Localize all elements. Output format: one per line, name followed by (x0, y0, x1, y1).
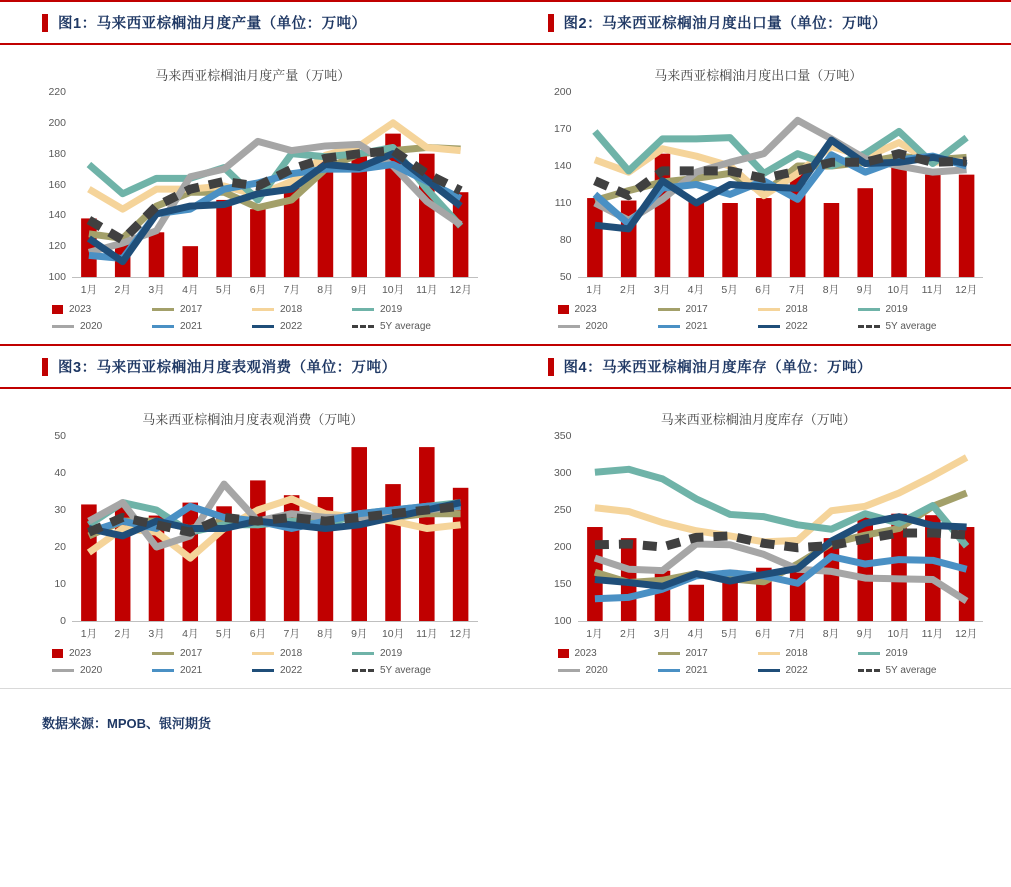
legend-label: 2023 (574, 648, 597, 659)
legend-swatch (558, 649, 569, 658)
chart-fig1 (0, 45, 506, 344)
legend-swatch (52, 325, 74, 328)
bar-2月 (620, 201, 636, 277)
title-accent-bar (548, 14, 554, 32)
legend-label: 2022 (280, 665, 303, 676)
x-tick-label: 1月 (586, 628, 603, 640)
legend-label: 2023 (69, 304, 92, 315)
charts-row-1 (0, 45, 1011, 344)
chart-title: 马来西亚棕榈油月度表观消费（万吨） (142, 412, 364, 427)
x-axis-fig4 (578, 622, 984, 644)
legend-swatch (252, 652, 274, 655)
legend-label: 2019 (885, 648, 908, 659)
x-tick-label: 1月 (586, 284, 603, 296)
legend-swatch (152, 325, 174, 328)
legend-label: 5Y average (380, 321, 431, 332)
y-tick-label: 200 (48, 116, 66, 129)
legend-swatch (658, 325, 680, 328)
x-tick-label: 12月 (449, 628, 472, 640)
legend-label: 2022 (785, 321, 808, 332)
chart-title: 马来西亚棕榈油月度库存（万吨） (660, 412, 856, 427)
panel-fig2-title (506, 2, 1011, 43)
x-tick-label: 10月 (887, 284, 910, 296)
y-tick-label: 220 (48, 86, 66, 98)
legend-swatch (858, 652, 880, 655)
x-tick-label: 9月 (351, 628, 368, 640)
y-tick-label: 0 (60, 615, 66, 627)
legend-label: 2023 (69, 648, 92, 659)
legend-item-5Y-average (352, 321, 452, 332)
x-axis-fig1 (72, 278, 478, 300)
bar-9月 (857, 188, 873, 277)
y-tick-label: 150 (553, 578, 572, 590)
x-axis-fig2 (578, 278, 984, 300)
legend-swatch (758, 325, 780, 328)
x-tick-label: 4月 (687, 284, 704, 296)
x-tick-label: 10月 (887, 628, 910, 640)
figure-heading: 图2：马来西亚棕榈油月度出口量（单位：万吨） (563, 16, 888, 32)
y-tick-label: 300 (553, 467, 572, 479)
legend-item-2018 (758, 304, 858, 315)
x-tick-label: 8月 (317, 628, 334, 640)
y-tick-label: 160 (48, 178, 66, 191)
plot-area-fig4 (578, 436, 984, 622)
legend-item-2018 (758, 648, 858, 659)
legend-label: 2017 (180, 304, 203, 315)
legend-swatch (52, 305, 63, 314)
x-tick-label: 2月 (114, 284, 131, 296)
x-tick-label: 6月 (755, 628, 772, 640)
chart-fig3 (0, 389, 506, 688)
panel-fig4-title (506, 346, 1011, 387)
legend-swatch (352, 308, 374, 311)
x-tick-label: 4月 (182, 628, 199, 640)
bar-3月 (149, 232, 165, 277)
y-tick-label: 200 (553, 541, 572, 553)
bar-9月 (351, 447, 367, 621)
legend-item-2023 (52, 304, 152, 315)
y-tick-label: 100 (553, 615, 572, 627)
y-tick-label: 10 (54, 578, 66, 590)
legend-item-2018 (252, 304, 352, 315)
x-tick-label: 9月 (351, 284, 368, 296)
legend-label: 2018 (280, 304, 303, 315)
chart-fig4 (506, 389, 1011, 688)
bar-5月 (722, 203, 738, 277)
x-tick-label: 1月 (80, 284, 98, 296)
legend-label: 2017 (180, 648, 203, 659)
legend-swatch (658, 308, 680, 311)
legend-item-2021 (658, 321, 758, 332)
legend-item-5Y-average (352, 665, 452, 676)
titles-row-1 (0, 2, 1011, 43)
legend-item-2019 (858, 304, 958, 315)
legend-item-2017 (152, 648, 252, 659)
x-axis-fig3 (72, 622, 478, 644)
title-accent-bar (42, 14, 48, 32)
y-tick-label: 110 (554, 197, 572, 209)
legend-swatch (152, 669, 174, 672)
legend-label: 5Y average (380, 665, 431, 676)
bar-6月 (250, 480, 266, 621)
legend-label: 5Y average (885, 321, 937, 332)
x-tick-label: 5月 (721, 284, 738, 296)
chart-fig2 (506, 45, 1011, 344)
y-axis-fig1 (36, 86, 70, 283)
x-tick-label: 4月 (182, 284, 199, 296)
bar-4月 (688, 201, 704, 277)
y-axis-fig2 (542, 86, 576, 283)
legend-swatch (758, 652, 780, 655)
chart-title: 马来西亚棕榈油月度产量（万吨） (155, 68, 351, 83)
x-tick-label: 3月 (653, 628, 671, 640)
legend-swatch (252, 669, 274, 672)
legend-label: 2017 (685, 648, 708, 659)
x-tick-label: 1月 (80, 628, 98, 640)
y-axis-fig3 (36, 430, 70, 627)
figure-heading: 图1：马来西亚棕榈油月度产量（单位：万吨） (58, 16, 367, 32)
legend-swatch (52, 649, 63, 658)
x-tick-label: 11月 (921, 284, 944, 296)
legend-label: 2019 (885, 304, 908, 315)
x-tick-label: 11月 (416, 284, 438, 296)
legend-item-2023 (558, 648, 658, 659)
legend-item-2021 (152, 665, 252, 676)
legend-item-2018 (252, 648, 352, 659)
legend-swatch (858, 325, 880, 328)
x-tick-label: 11月 (921, 628, 944, 640)
legend-item-2020 (52, 665, 152, 676)
legend-label: 2022 (280, 321, 303, 332)
plot-area-fig1 (72, 92, 478, 278)
x-tick-label: 6月 (249, 628, 267, 640)
y-tick-label: 120 (48, 240, 66, 253)
legend-item-2023 (52, 648, 152, 659)
data-source-footer: 数据来源：MPOB、银河期货 (42, 716, 212, 731)
bar-6月 (250, 209, 266, 277)
legend-label: 2018 (785, 304, 808, 315)
x-tick-label: 6月 (249, 284, 267, 296)
bar-12月 (958, 175, 974, 277)
bar-1月 (587, 198, 603, 277)
legend-label: 2018 (280, 648, 303, 659)
bar-4月 (182, 503, 198, 621)
legend-item-2019 (858, 648, 958, 659)
x-tick-label: 8月 (822, 628, 840, 640)
legend-label: 2019 (380, 304, 403, 315)
legend-item-2022 (252, 321, 352, 332)
legend-swatch (252, 308, 274, 311)
legend-label: 2023 (574, 304, 597, 315)
x-tick-label: 7月 (283, 284, 300, 296)
charts-row-2 (0, 389, 1011, 688)
legend-swatch (152, 308, 174, 311)
legend-item-2022 (252, 665, 352, 676)
bar-4月 (182, 246, 198, 277)
legend-fig4 (558, 648, 958, 682)
legend-item-2021 (658, 665, 758, 676)
legend-swatch (558, 305, 569, 314)
y-axis-fig4 (542, 430, 576, 627)
legend-label: 2021 (685, 665, 708, 676)
bar-4月 (688, 585, 704, 621)
chart-title: 马来西亚棕榈油月度出口量（万吨） (654, 68, 863, 83)
legend-item-2021 (152, 321, 252, 332)
y-tick-label: 350 (553, 430, 572, 442)
bar-6月 (756, 198, 772, 277)
legend-fig3 (52, 648, 452, 682)
x-tick-label: 12月 (955, 284, 978, 296)
x-tick-label: 6月 (755, 284, 772, 296)
y-tick-label: 50 (559, 271, 572, 283)
legend-label: 2022 (785, 665, 808, 676)
legend-swatch (858, 669, 880, 672)
legend-label: 2020 (80, 321, 103, 332)
x-tick-label: 11月 (416, 628, 438, 640)
x-tick-label: 10月 (381, 284, 405, 296)
x-tick-label: 3月 (148, 628, 165, 640)
panel-fig3-title (0, 346, 506, 387)
y-tick-label: 180 (48, 147, 66, 160)
x-tick-label: 5月 (721, 628, 738, 640)
y-tick-label: 100 (48, 271, 66, 283)
legend-swatch (52, 669, 74, 672)
bar-11月 (925, 175, 941, 277)
legend-item-2023 (558, 304, 658, 315)
x-tick-label: 2月 (114, 628, 131, 640)
legend-item-2017 (152, 304, 252, 315)
legend-swatch (252, 325, 274, 328)
titles-row-2 (0, 346, 1011, 387)
legend-item-2020 (52, 321, 152, 332)
x-tick-label: 8月 (822, 284, 840, 296)
legend-item-2022 (758, 321, 858, 332)
y-tick-label: 250 (553, 504, 572, 516)
x-tick-label: 7月 (283, 628, 300, 640)
x-tick-label: 10月 (381, 628, 405, 640)
legend-fig2 (558, 304, 958, 338)
bar-11月 (419, 447, 435, 621)
legend-item-2017 (658, 648, 758, 659)
y-tick-label: 170 (553, 123, 572, 135)
legend-swatch (352, 652, 374, 655)
legend-item-2017 (658, 304, 758, 315)
legend-label: 2021 (685, 321, 708, 332)
legend-swatch (658, 652, 680, 655)
figure-heading: 图3：马来西亚棕榈油月度表观消费（单位：万吨） (58, 360, 397, 376)
x-tick-label: 4月 (687, 628, 704, 640)
plot-area-fig3 (72, 436, 478, 622)
legend-label: 2017 (685, 304, 708, 315)
y-tick-label: 140 (48, 209, 66, 222)
x-tick-label: 3月 (653, 284, 671, 296)
legend-label: 2020 (585, 665, 608, 676)
legend-swatch (758, 308, 780, 311)
legend-label: 2020 (80, 665, 103, 676)
panel-fig1-title (0, 2, 506, 43)
x-tick-label: 12月 (955, 628, 978, 640)
y-tick-label: 140 (553, 160, 572, 172)
y-tick-label: 40 (54, 467, 66, 479)
plot-area-fig2 (578, 92, 984, 278)
y-tick-label: 30 (54, 504, 66, 516)
legend-swatch (858, 308, 880, 311)
legend-swatch (558, 325, 580, 328)
legend-label: 2019 (380, 648, 403, 659)
legend-swatch (152, 652, 174, 655)
legend-item-2020 (558, 665, 658, 676)
x-tick-label: 3月 (148, 284, 165, 296)
legend-fig1 (52, 304, 452, 338)
x-tick-label: 2月 (620, 628, 637, 640)
legend-label: 2021 (180, 321, 203, 332)
legend-swatch (758, 669, 780, 672)
x-tick-label: 12月 (449, 284, 472, 296)
legend-swatch (658, 669, 680, 672)
y-tick-label: 20 (54, 541, 66, 553)
x-tick-label: 2月 (620, 284, 637, 296)
y-tick-label: 200 (553, 86, 572, 98)
legend-swatch (352, 669, 374, 672)
legend-item-2022 (758, 665, 858, 676)
y-tick-label: 50 (54, 430, 66, 442)
x-tick-label: 7月 (789, 628, 806, 640)
bar-8月 (823, 203, 839, 277)
legend-label: 2020 (585, 321, 608, 332)
legend-item-2019 (352, 304, 452, 315)
bar-10月 (891, 162, 907, 277)
legend-item-5Y-average (858, 321, 958, 332)
bar-5月 (216, 200, 232, 277)
legend-label: 5Y average (885, 665, 937, 676)
y-tick-label: 80 (559, 234, 572, 246)
title-accent-bar (548, 358, 554, 376)
title-accent-bar (42, 358, 48, 376)
x-tick-label: 9月 (856, 628, 873, 640)
legend-item-2020 (558, 321, 658, 332)
x-tick-label: 9月 (856, 284, 873, 296)
legend-item-5Y-average (858, 665, 958, 676)
legend-swatch (558, 669, 580, 672)
x-tick-label: 7月 (789, 284, 806, 296)
x-tick-label: 5月 (215, 628, 233, 640)
legend-label: 2018 (785, 648, 808, 659)
figure-heading: 图4：马来西亚棕榈油月度库存（单位：万吨） (563, 360, 873, 376)
x-tick-label: 5月 (215, 284, 233, 296)
legend-label: 2021 (180, 665, 203, 676)
legend-item-2019 (352, 648, 452, 659)
x-tick-label: 8月 (317, 284, 334, 296)
bar-10月 (385, 484, 401, 621)
legend-swatch (352, 325, 374, 328)
